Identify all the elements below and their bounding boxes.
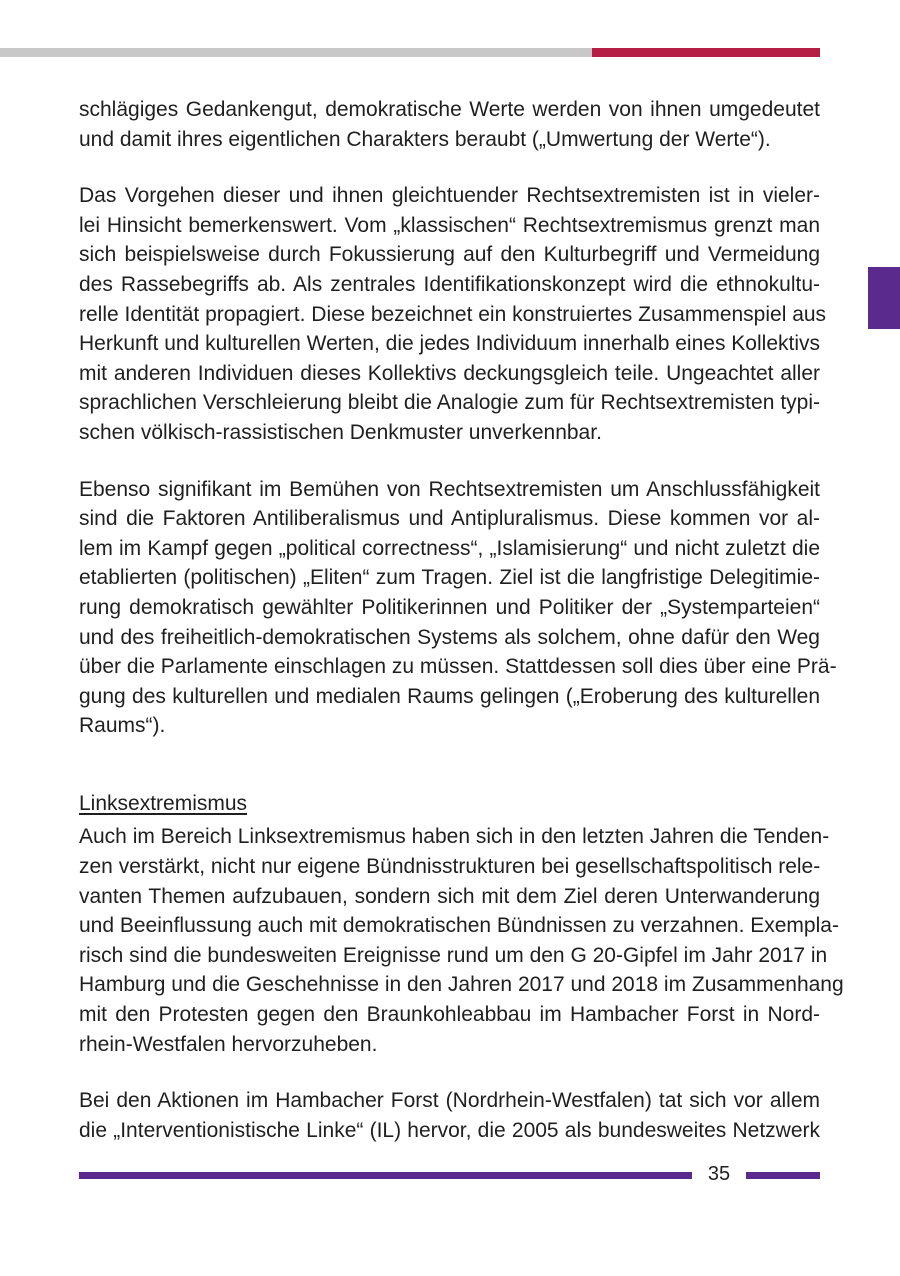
paragraph-line: Raums“). <box>79 714 166 738</box>
paragraph-line: die „Interventionistische Linke“ (IL) hervor, die 2005 als bundesweites Netzwerk <box>79 1118 820 1142</box>
paragraph-line: mit anderen Individuen dieses Kollektivs deckungsgleich teile. Ungeachtet aller <box>79 361 820 385</box>
paragraph-line: rhein-Westfalen hervorzuheben. <box>79 1032 378 1056</box>
paragraph-line: risch sind die bundesweiten Ereignisse rund um den G 20-Gipfel im Jahr 2017 in <box>79 943 828 967</box>
paragraph-line: Auch im Bereich Linksextremismus haben sich in den letzten Jahren die Tenden- <box>79 825 830 849</box>
section-paragraphs <box>79 822 844 1145</box>
paragraph-line: sind die Faktoren Antiliberalismus und Antipluralismus. Diese kommen vor al- <box>79 507 820 531</box>
paragraph-line: gung des kulturellen und medialen Raums gelingen („Eroberung des kulturellen <box>79 684 820 708</box>
page-body <box>79 95 844 1172</box>
paragraph-line: schlägiges Gedankengut, demokratische Werte werden von ihnen umgedeutet <box>79 98 820 121</box>
body-paragraphs <box>79 95 837 741</box>
paragraph-line: rung demokratisch gewählter Politikerinnen und Politiker der „Systemparteien“ <box>79 595 820 619</box>
paragraph-line: und Beeinflussung auch mit demokratischen Bündnissen zu verzahnen. Exempla- <box>79 914 839 938</box>
paragraph-line: des Rassebegriffs ab. Als zentrales Identifikationskonzept wird die ethnokultu- <box>79 272 820 296</box>
paragraph-line: mit den Protesten gegen den Braunkohleabbau im Hambacher Forst in Nord- <box>79 1003 820 1027</box>
section-heading: Linksextremismus <box>79 791 248 815</box>
paragraph-line: vanten Themen aufzubauen, sondern sich mit dem Ziel deren Unterwanderung <box>79 884 820 908</box>
paragraph <box>79 1086 820 1145</box>
paragraph-line: schen völkisch-rassistischen Denkmuster unverkennbar. <box>79 420 602 444</box>
paragraph-line: etablierten (politischen) „Eliten“ zum Tragen. Ziel ist die langfristige Delegitimie- <box>79 566 820 590</box>
paragraph-line: und damit ihres eigentlichen Charakters beraubt („Umwertung der Werte“). <box>79 127 771 151</box>
paragraph-line: Das Vorgehen dieser und ihnen gleichtuender Rechtsextremisten ist in vieler- <box>79 184 820 208</box>
paragraph <box>79 181 827 447</box>
paragraph-line: Bei den Aktionen im Hambacher Forst (Nordrhein-Westfalen) tat sich vor allem <box>79 1089 820 1113</box>
page-number: 35 <box>707 1163 731 1185</box>
paragraph-line: und des freiheitlich-demokratischen Systems als solchem, ohne dafür den Weg <box>79 625 820 649</box>
paragraph-line: sprachlichen Verschleierung bleibt die Analogie zum für Rechtsextremisten typi- <box>79 391 820 415</box>
paragraph-line: relle Identität propagiert. Diese bezeichnet ein konstruiertes Zusammenspiel aus <box>79 302 827 326</box>
paragraph-line: zen verstärkt, nicht nur eigene Bündnisstrukturen bei gesellschaftspolitisch rele- <box>79 855 821 879</box>
paragraph-line: über die Parlamente einschlagen zu müssen. Stattdessen soll dies über eine Prä- <box>79 655 837 679</box>
paragraph-line: lem im Kampf gegen „political correctness“, „Islamisierung“ und nicht zuletzt die <box>79 536 820 560</box>
paragraph-line: lei Hinsicht bemerkenswert. Vom „klassischen“ Rechtsextremismus grenzt man <box>79 213 820 237</box>
paragraph-line: Hamburg und die Geschehnisse in den Jahren 2017 und 2018 im Zusammenhang <box>79 973 844 997</box>
paragraph <box>79 822 844 1059</box>
header-rule-accent <box>592 48 820 57</box>
paragraph-line: Herkunft und kulturellen Werten, die jedes Individuum innerhalb eines Kollektivs <box>79 332 820 356</box>
paragraph <box>79 95 820 154</box>
chapter-marker-tab <box>868 267 900 329</box>
paragraph-line: sich beispielsweise durch Fokussierung auf den Kulturbegriff und Vermeidung <box>79 243 820 267</box>
footer-rule-left <box>79 1172 692 1179</box>
paragraph-line: Ebenso signifikant im Bemühen von Rechtsextremisten um Anschlussfähigkeit <box>79 477 820 501</box>
header-rule-grey <box>0 48 592 57</box>
footer-rule-right <box>746 1172 820 1179</box>
paragraph <box>79 475 837 741</box>
